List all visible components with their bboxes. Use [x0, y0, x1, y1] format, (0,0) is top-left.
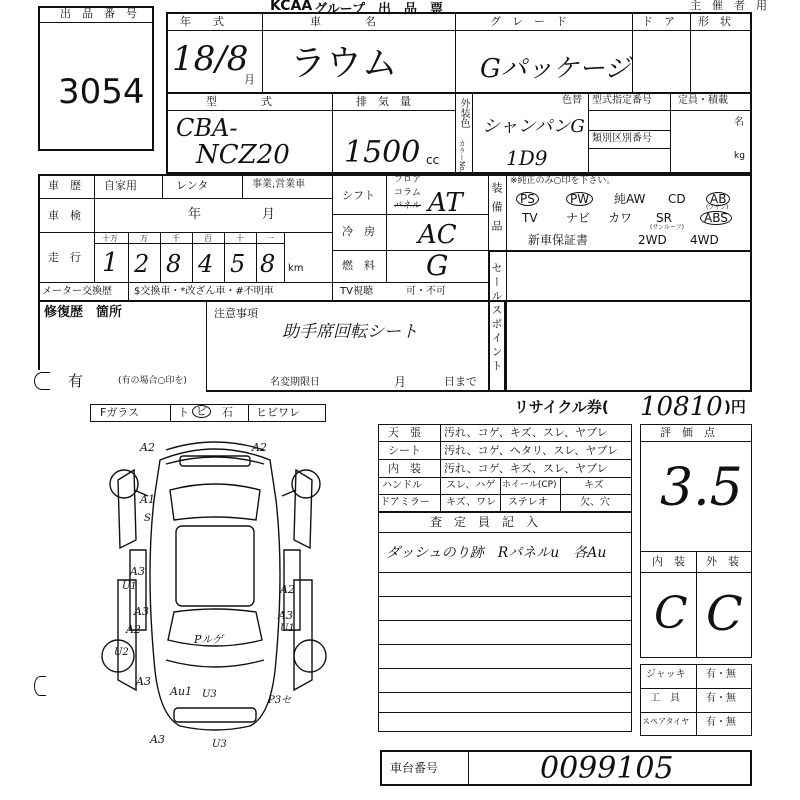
diagram-mark-a3-right: A3	[278, 609, 293, 622]
diagram-mark-a3-bottom: A3	[150, 733, 165, 746]
interior-grade-label: 内 装	[652, 555, 685, 568]
diagram-mark-u1-left: U1	[122, 581, 137, 592]
wheel-label: ホイール(CP)	[502, 480, 557, 490]
inspector-label: 査 定 員 記 入	[430, 515, 539, 529]
month-unit: 月	[244, 73, 255, 86]
equipment-pw: PW	[566, 192, 593, 206]
tv-label: TV視聴	[340, 286, 373, 297]
shift-option-column: コラム	[394, 188, 421, 198]
lot-number: 3054	[58, 72, 145, 112]
equipment-twin-note: (ツイン)	[706, 204, 729, 211]
recycle-label: リサイクル券(	[514, 398, 609, 416]
mileage-digit-4: 4	[198, 250, 214, 278]
equipment-warranty: 新車保証書	[528, 233, 589, 247]
mirror-options: キズ、ワレ	[446, 497, 497, 508]
form-title: グループ 出 品 票	[314, 2, 443, 17]
fuel-value: G	[426, 249, 449, 282]
mileage-unit-100k: 十万	[102, 234, 118, 243]
diagram-mark-p3: P3セ	[268, 695, 292, 706]
inspection-month: 月	[262, 207, 276, 222]
category-label: 類別区別番号	[592, 133, 652, 144]
equipment-abs: ABS	[700, 211, 732, 225]
repair-circle-mark	[34, 372, 50, 390]
evaluation-label: 評 価 点	[660, 426, 715, 439]
displacement-unit: cc	[426, 153, 440, 167]
history-option-private: 自家用	[104, 179, 137, 192]
recycle-unit: )円	[724, 398, 746, 416]
inspection-year: 年	[188, 207, 202, 222]
shift-option-panel: パネル	[394, 201, 422, 211]
shift-value: AT	[428, 188, 463, 218]
mileage-unit-1k: 千	[172, 234, 180, 243]
deadline-label: 名変期限日	[270, 377, 320, 388]
car-name: ラウム	[290, 43, 398, 84]
glass-crack: ヒビワレ	[256, 406, 300, 419]
cond-row-interior-options: 汚れ、コゲ、キズ、スレ、ヤブレ	[444, 462, 608, 475]
model-value-2: NCZ20	[196, 140, 290, 170]
name-label: 車 名	[310, 15, 376, 28]
capacity-unit-persons: 名	[734, 117, 744, 128]
doors-label: ド ア	[642, 15, 675, 28]
diagram-mark-a3-rear-left: A3	[136, 675, 151, 688]
repair-have-note: (有の場合○印を)	[118, 376, 187, 386]
accessory-jack-options: 有・無	[706, 669, 736, 680]
model-label: 型 式	[206, 95, 272, 108]
glass-ishi: 石	[222, 406, 233, 419]
mileage-digit-5: 5	[230, 250, 246, 278]
mileage-unit-10k: 万	[140, 234, 148, 243]
color-value: シャンパンG	[482, 116, 585, 137]
diagram-mark-p-roof: Pルゲ	[194, 633, 224, 646]
equipment-sunroof-note: (サンルーフ)	[650, 224, 684, 231]
history-option-rental: レンタ	[176, 179, 209, 192]
sales-point-label: セールスポイント	[490, 262, 503, 374]
stereo-label: ステレオ	[508, 497, 548, 508]
chassis-label: 車台番号	[390, 761, 439, 775]
cond-row-seat-label: シート	[388, 444, 421, 457]
diagram-mark-a2-left-rear: A2	[126, 623, 141, 636]
caution-value: 助手席回転シート	[282, 322, 418, 342]
margin-hole-mark	[34, 676, 46, 696]
mileage-label: 走 行	[48, 251, 81, 264]
mileage-unit-10: 十	[236, 234, 244, 243]
mileage-digit-1: 1	[102, 248, 119, 278]
ac-label: 冷 房	[342, 225, 375, 238]
color-no-value: 1D9	[506, 146, 548, 170]
color-no-label: カラーNo.	[458, 140, 466, 173]
cond-row-seat-options: 汚れ、コゲ、ヘタリ、スレ、ヤブレ	[444, 444, 619, 457]
equipment-leather: カワ	[608, 211, 633, 225]
history-option-business: 事業,営業車	[252, 179, 306, 190]
equipment-tv: TV	[522, 211, 538, 225]
accessory-jack-label: ジャッキ	[646, 669, 686, 680]
model-value-1: CBA-	[176, 114, 238, 142]
diagram-mark-a3-left: A3	[130, 565, 145, 578]
caution-label: 注意事項	[214, 307, 258, 320]
interior-grade: C	[654, 588, 688, 639]
mileage-unit-km: km	[288, 263, 304, 274]
handle-options: スレ、ハゲ	[446, 480, 496, 491]
capacity-label: 定員・積載	[678, 95, 728, 106]
cond-row-interior-label: 内 装	[388, 462, 421, 475]
year-label: 年 式	[180, 15, 224, 28]
exterior-color-label: 外装色	[458, 98, 469, 128]
mileage-digit-2: 2	[134, 250, 150, 278]
meter-exchange-options: $交換車・*改ざん車・#不明車	[134, 286, 274, 297]
diagram-mark-u1-right: U1	[280, 623, 295, 634]
evaluation-score: 3.5	[660, 458, 743, 518]
mirror-label: ドアミラー	[380, 497, 430, 508]
diagram-mark-a2-front-left: A2	[140, 441, 155, 454]
history-label: 車 歴	[48, 179, 81, 192]
diagram-mark-a1: A1	[140, 493, 155, 506]
displacement-value: 1500	[344, 135, 421, 170]
glass-to: ト	[178, 406, 189, 419]
exterior-grade-label: 外 装	[706, 555, 739, 568]
sales-point-box	[488, 250, 752, 392]
equipment-ab: AB	[706, 192, 730, 206]
accessory-spare-options: 有・無	[706, 717, 736, 728]
glass-bi-circled: ビ	[192, 405, 211, 418]
equipment-2wd: 2WD	[638, 233, 667, 247]
accessory-tool-options: 有・無	[706, 693, 736, 704]
accessory-spare-label: スペアタイヤ	[642, 717, 690, 726]
repair-have-label: 有	[68, 372, 84, 390]
cond-row-ceiling-label: 天 張	[388, 426, 421, 439]
diagram-mark-s: S	[144, 513, 151, 524]
handle-label: ハンドル	[382, 480, 422, 491]
diagram-mark-u2: U2	[114, 647, 129, 658]
diagram-mark-u3: U3	[202, 689, 217, 700]
equipment-aw: 純AW	[614, 192, 646, 206]
organizer-label: 主 催 者 用	[690, 0, 767, 12]
glass-f: Fガラス	[100, 406, 139, 419]
diagram-mark-a3-left-2: A3	[134, 605, 149, 618]
equipment-note: ※純正のみ○印を下さい。	[510, 176, 616, 186]
wheel-value: キズ	[584, 480, 604, 491]
diagram-mark-a2-right: A2	[280, 583, 295, 596]
meter-exchange-label: メーター交換歴	[42, 286, 112, 297]
grade-value: Gパッケージ	[480, 54, 631, 84]
mileage-unit-100: 百	[204, 234, 212, 243]
brand-logo: KCAA	[270, 0, 313, 14]
exterior-grade: C	[706, 586, 743, 642]
equipment-sr: SR	[656, 211, 672, 225]
equipment-cd: CD	[668, 192, 686, 206]
color-change-label: 色替	[562, 95, 582, 106]
deadline-day: 日まで	[444, 375, 477, 388]
year-value: 18/8	[172, 39, 249, 79]
shift-option-floor: フロア	[394, 175, 422, 185]
diagram-mark-u3-bottom: U3	[212, 739, 227, 750]
shift-label: シフト	[342, 189, 375, 202]
displacement-label: 排 気 量	[356, 95, 411, 108]
diagram-mark-au1: Au1	[170, 685, 193, 698]
inspection-label: 車 検	[48, 209, 81, 222]
shape-label: 形 状	[698, 15, 731, 28]
deadline-month: 月	[394, 375, 407, 389]
lack-label: 欠、穴	[580, 497, 610, 508]
equipment-label: 装備品	[490, 182, 503, 239]
repair-label: 修復歴 箇所	[44, 305, 123, 320]
equipment-navi: ナビ	[566, 211, 591, 225]
type-designation-label: 型式指定番号	[592, 95, 652, 106]
accessory-tool-label: 工 具	[650, 693, 680, 704]
lot-number-label: 出 品 番 号	[60, 7, 137, 20]
grade-label: グ レ ー ド	[490, 15, 567, 28]
diagram-mark-a2-front-right: A2	[252, 441, 267, 454]
cond-row-ceiling-options: 汚れ、コゲ、キズ、スレ、ヤブレ	[444, 426, 608, 439]
mileage-digit-3: 8	[166, 250, 182, 278]
ac-value: AC	[418, 220, 457, 250]
equipment-ps: PS	[516, 192, 539, 206]
capacity-unit-kg: kg	[734, 151, 745, 161]
inspector-note: ダッシュのり跡 Rパネルu 各Au	[386, 545, 607, 561]
chassis-number: 0099105	[540, 751, 674, 786]
mileage-digit-6: 8	[260, 250, 276, 278]
recycle-value: 10810	[640, 392, 723, 422]
equipment-4wd: 4WD	[690, 233, 719, 247]
fuel-label: 燃 料	[342, 259, 375, 272]
mileage-unit-1: 一	[266, 234, 274, 243]
tv-options: 可・不可	[406, 286, 446, 297]
